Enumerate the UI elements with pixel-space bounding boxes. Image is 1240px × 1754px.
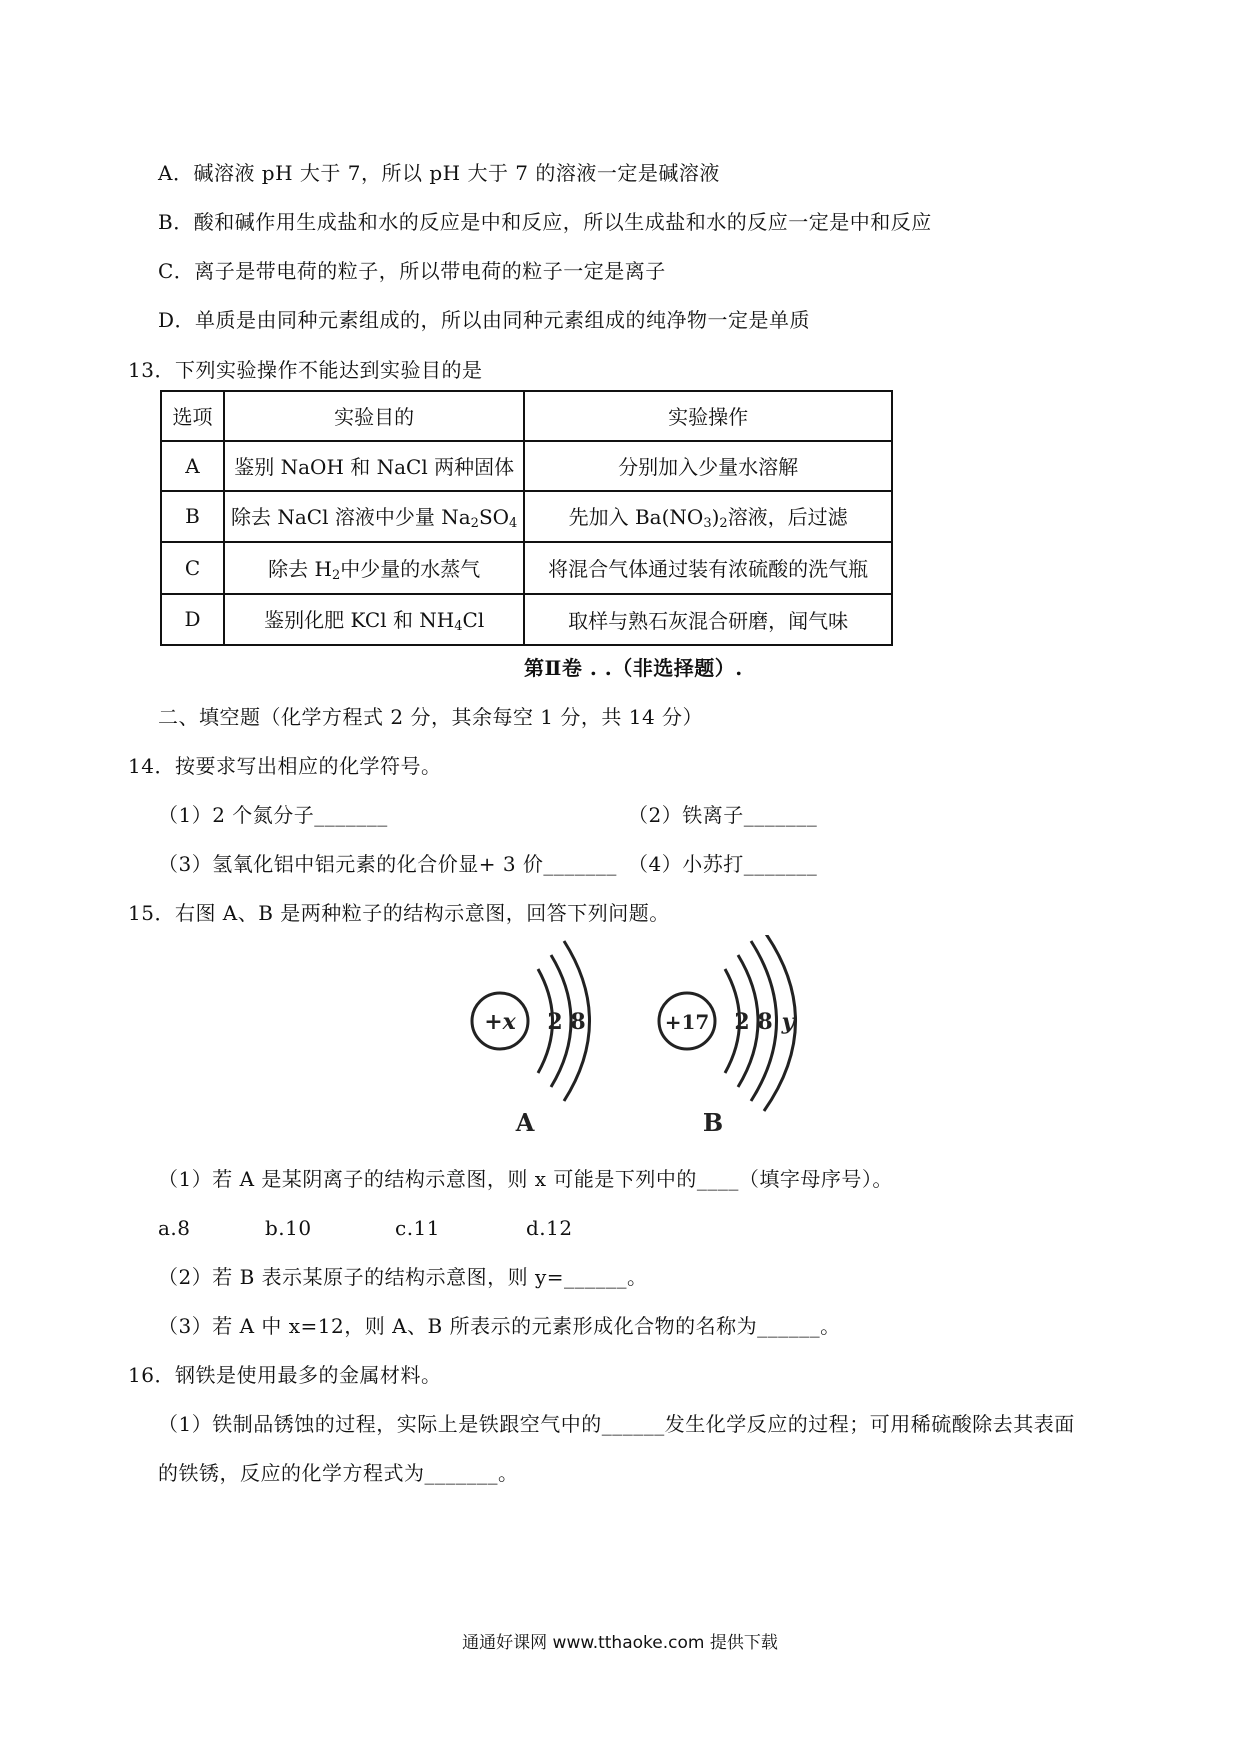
row-purpose: 除去 $H_2$中少量的水蒸气 <box>224 542 524 593</box>
row-purpose: 鉴别 NaOH 和 NaCl 两种固体 <box>224 441 524 491</box>
row-operation: 将混合气体通过装有浓硫酸的洗气瓶 <box>524 542 892 593</box>
q15-sub-2: （2）若 B 表示某原子的结构示意图，则 y=______。 <box>158 1265 648 1289</box>
section-title: 第Ⅱ卷 . .（非选择题）. <box>524 656 743 680</box>
q14-item-2: （2）铁离子_______ <box>628 803 818 827</box>
q14-item-1: （1）2 个氮分子_______ <box>158 803 388 827</box>
atom-b-shell-count-2: 8 <box>757 1009 773 1035</box>
atom-b-label: B <box>702 1108 724 1135</box>
footer-source: 通通好课网 www.tthaoke.com 提供下载 <box>462 1633 778 1653</box>
q14-stem: 14．按要求写出相应的化学符号。 <box>128 754 442 778</box>
header-option: 选项 <box>161 391 224 441</box>
row-purpose: 鉴别化肥 KCl 和 $NH_4Cl$ <box>224 594 524 645</box>
q15-choice-c: c.11 <box>395 1216 441 1240</box>
q16-stem: 16．钢铁是使用最多的金属材料。 <box>128 1363 442 1387</box>
q15-choice-a: a.8 <box>158 1216 191 1240</box>
row-operation: 先加入 $Ba(NO_3)_2$溶液，后过滤 <box>524 491 892 542</box>
q12-option-c: C．离子是带电荷的粒子，所以带电荷的粒子一定是离子 <box>158 259 666 283</box>
row-operation: 取样与熟石灰混合研磨，闻气味 <box>524 594 892 645</box>
q16-sub-1-line-1: （1）铁制品锈蚀的过程，实际上是铁跟空气中的______发生化学反应的过程；可用稀硫酸除去其表面 <box>158 1412 1075 1436</box>
q14-item-4: （4）小苏打_______ <box>628 852 818 876</box>
q12-option-d: D．单质是由同种元素组成的，所以由同种元素组成的纯净物一定是单质 <box>158 308 811 332</box>
q15-choice-b: b.10 <box>265 1216 312 1240</box>
q15-sub-1: （1）若 A 是某阴离子的结构示意图，则 x 可能是下列中的____（填字母序号）。 <box>158 1167 893 1191</box>
q16-sub-1-line-2: 的铁锈，反应的化学方程式为_______。 <box>158 1461 519 1485</box>
table-row <box>161 594 892 645</box>
q15-choice-d: d.12 <box>526 1216 573 1240</box>
table-row <box>161 441 892 491</box>
row-purpose: 除去 NaCl 溶液中少量 $Na_2SO_4$ <box>224 491 524 542</box>
atom-a-label: A <box>515 1108 535 1135</box>
row-operation: 分别加入少量水溶解 <box>524 441 892 491</box>
atom-a-nucleus-label: +x <box>484 1009 516 1035</box>
header-operation: 实验操作 <box>524 391 892 441</box>
table-header-row <box>161 391 892 441</box>
q12-option-a: A．碱溶液 pH 大于 7，所以 pH 大于 7 的溶液一定是碱溶液 <box>158 161 720 185</box>
row-option: D <box>161 594 224 645</box>
experiment-table <box>160 390 893 646</box>
atom-structure-diagram <box>455 935 875 1135</box>
row-option: C <box>161 542 224 593</box>
atom-a-shell-count-1: 2 <box>547 1009 563 1035</box>
row-option: A <box>161 441 224 491</box>
atom-b-shell-count-1: 2 <box>734 1009 750 1035</box>
atom-b-nucleus-label: +17 <box>664 1010 710 1034</box>
atom-b-shell-count-3: y <box>781 1009 795 1035</box>
q12-option-b: B．酸和碱作用生成盐和水的反应是中和反应，所以生成盐和水的反应一定是中和反应 <box>158 210 932 234</box>
q15-sub-3: （3）若 A 中 x=12，则 A、B 所表示的元素形成化合物的名称为______。 <box>158 1314 841 1338</box>
table-row <box>161 542 892 593</box>
header-purpose: 实验目的 <box>224 391 524 441</box>
part2-heading: 二、填空题（化学方程式 2 分，其余每空 1 分，共 14 分） <box>158 705 704 729</box>
row-option: B <box>161 491 224 542</box>
q15-stem: 15．右图 A、B 是两种粒子的结构示意图，回答下列问题。 <box>128 901 670 925</box>
q13-stem: 13．下列实验操作不能达到实验目的是 <box>128 358 483 382</box>
table-row <box>161 491 892 542</box>
atom-a-shell-count-2: 8 <box>570 1009 586 1035</box>
q14-item-3: （3）氢氧化铝中铝元素的化合价显+ 3 价_______ <box>158 852 617 876</box>
